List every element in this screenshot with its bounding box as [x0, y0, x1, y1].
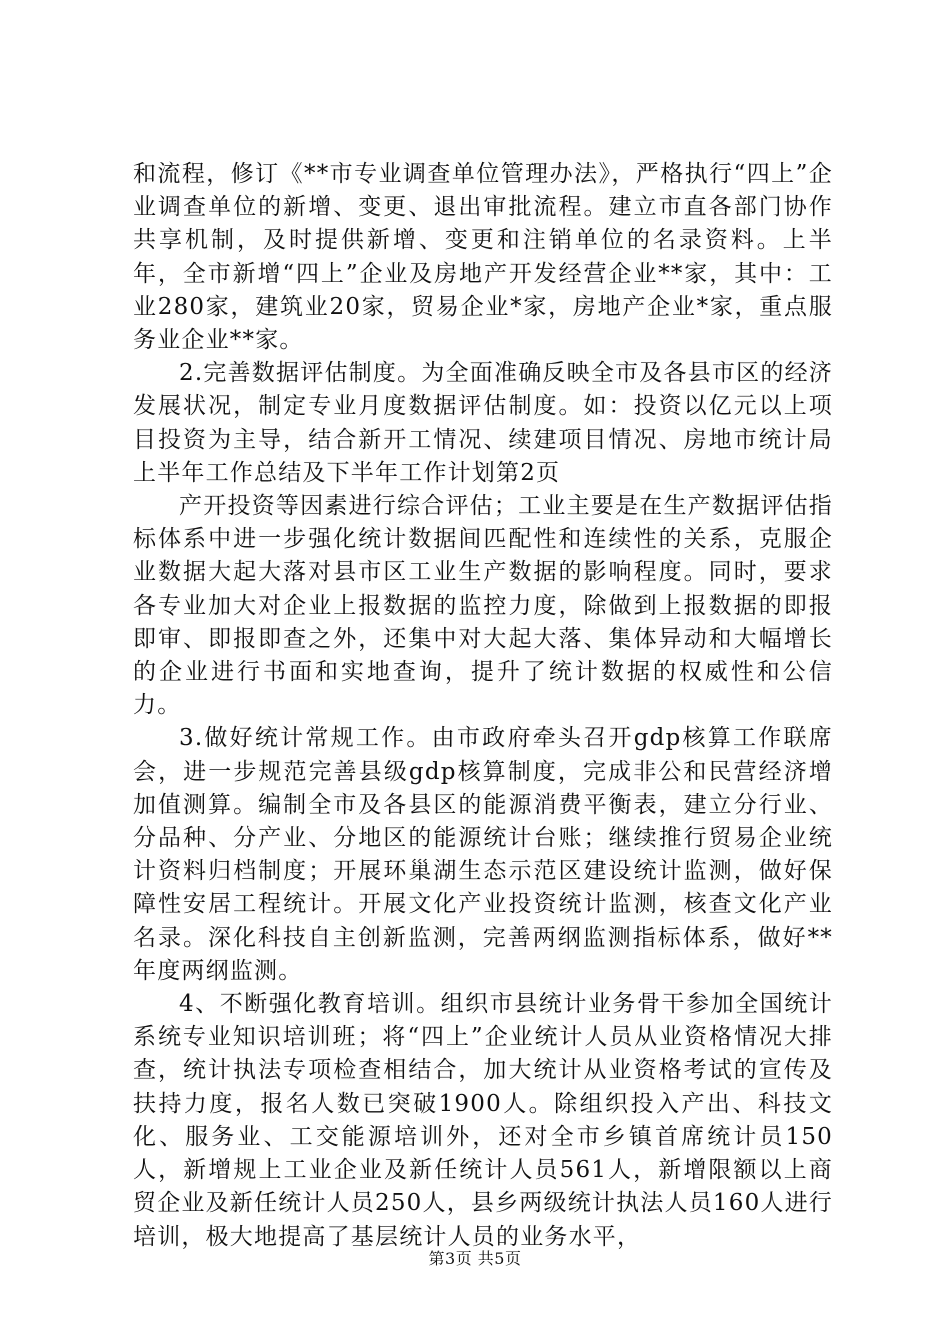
paragraph-1: 和流程，修订《**市专业调查单位管理办法》，严格执行“四上”企业调查单位的新增、变更、退出审批流程。建立市直各部门协作共享机制，及时提供新增、变更和注销单位的名录资料。上半年，全市新增“四上”企业及房地产开发经营企业**家，其中：工业280家，建筑业20家，贸易企业*家，房地产企业*家，重点服务业企业**家。 [133, 161, 833, 354]
document-body [133, 158, 833, 1254]
paragraph-4: 3.做好统计常规工作。由市政府牵头召开gdp核算工作联席会，进一步规范完善县级gdp核算制度，完成非公和民营经济增加值测算。编制全市及各县区的能源消费平衡表，建立分行业、分品种、分产业、分地区的能源统计台账；继续推行贸易企业统计资料归档制度；开展环巢湖生态示范区建设统计监测，做好保障性安居工程统计。开展文化产业投资统计监测，核查文化产业名录。深化科技自主创新监测，完善两纲监测指标体系，做好**年度两纲监测。 [133, 725, 833, 984]
paragraph-3: 产开投资等因素进行综合评估；工业主要是在生产数据评估指标体系中进一步强化统计数据间匹配性和连续性的关系，克服企业数据大起大落对县市区工业生产数据的影响程度。同时，要求各专业加大对企业上报数据的监控力度，除做到上报数据的即报即审、即报即查之外，还集中对大起大落、集体异动和大幅增长的企业进行书面和实地查询，提升了统计数据的权威性和公信力。 [133, 493, 833, 719]
paragraph-2: 2.完善数据评估制度。为全面准确反映全市及各县市区的经济发展状况，制定专业月度数据评估制度。如：投资以亿元以上项目投资为主导，结合新开工情况、续建项目情况、房地市统计局上半年工作总结及下半年工作计划第2页 [133, 360, 833, 486]
paragraph-5: 4、不断强化教育培训。组织市县统计业务骨干参加全国统计系统专业知识培训班；将“四上”企业统计人员从业资格情况大排查，统计执法专项检查相结合，加大统计从业资格考试的宣传及扶持力度，报名人数已突破1900人。除组织投入产出、科技文化、服务业、工交能源培训外，还对全市乡镇首席统计员150人，新增规上工业企业及新任统计人员561人，新增限额以上商贸企业及新任统计人员250人，县乡两级统计执法人员160人进行培训，极大地提高了基层统计人员的业务水平， [133, 991, 833, 1250]
page-footer: 第3页 共5页 [428, 1249, 522, 1268]
